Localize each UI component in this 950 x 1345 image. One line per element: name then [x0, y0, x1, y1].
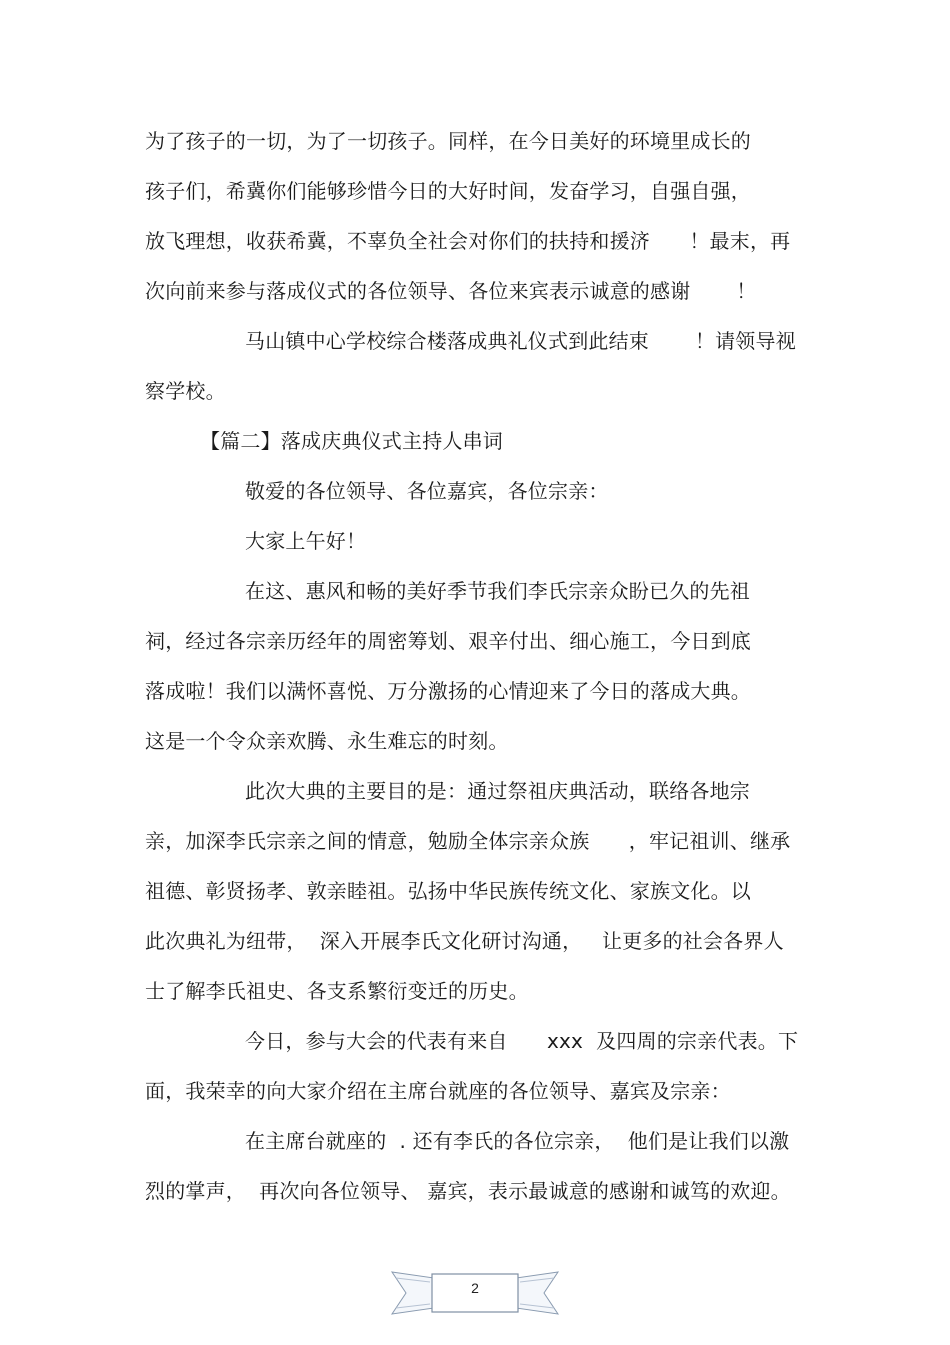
body-line: 此次典礼为纽带， 深入开展李氏文化研讨沟通， 让更多的社会各界人: [145, 929, 784, 953]
body-line: 这是一个令众亲欢腾、永生难忘的时刻。: [145, 729, 509, 753]
section-heading: 【篇二】落成庆典仪式主持人串词: [200, 429, 503, 453]
greeting: 大家上午好！: [245, 529, 367, 553]
body-line: 孩子们，希冀你们能够珍惜今日的大好时间，发奋学习，自强自强，: [145, 179, 751, 203]
body-line: 次向前来参与落成仪式的各位领导、各位来宾表示诚意的感谢 ！: [145, 279, 757, 303]
salutation: 敬爱的各位领导、各位嘉宾，各位宗亲：: [245, 479, 609, 503]
body-line: 在主席台就座的 . 还有李氏的各位宗亲， 他们是让我们以激: [245, 1129, 790, 1153]
body-line: 马山镇中心学校综合楼落成典礼仪式到此结束 ！请领导视: [245, 329, 796, 353]
body-line: 亲，加深李氏宗亲之间的情意，勉励全体宗亲众族 ，牢记祖训、继承: [145, 829, 791, 853]
page-number: 2: [471, 1280, 479, 1296]
body-line: 为了孩子的一切，为了一切孩子。同样，在今日美好的环境里成长的: [145, 129, 751, 153]
body-line: 祖德、彰贤扬孝、敦亲睦祖。弘扬中华民族传统文化、家族文化。以: [145, 879, 751, 903]
body-line: 烈的掌声， 再次向各位领导、 嘉宾，表示最诚意的感谢和诚笃的欢迎。: [145, 1179, 791, 1203]
body-line: 放飞理想，收获希冀，不辜负全社会对你们的扶持和援济 ！最末，再: [145, 229, 791, 253]
body-line: 祠，经过各宗亲历经年的周密筹划、艰辛付出、细心施工，今日到底: [145, 629, 751, 653]
body-line: 面，我荣幸的向大家介绍在主席台就座的各位领导、嘉宾及宗亲：: [145, 1079, 731, 1103]
body-line: 今日，参与大会的代表有来自 xxx 及四周的宗亲代表。下: [245, 1029, 799, 1053]
body-line: 落成啦！我们以满怀喜悦、万分激扬的心情迎来了今日的落成大典。: [145, 679, 751, 703]
body-line: 士了解李氏祖史、各支系繁衍变迁的历史。: [145, 979, 529, 1003]
body-line: 在这、惠风和畅的美好季节我们李氏宗亲众盼已久的先祖: [245, 579, 750, 603]
body-line: 察学校。: [145, 379, 226, 403]
body-line: 此次大典的主要目的是：通过祭祖庆典活动，联络各地宗: [245, 779, 750, 803]
page-number-ribbon: [390, 1268, 560, 1318]
